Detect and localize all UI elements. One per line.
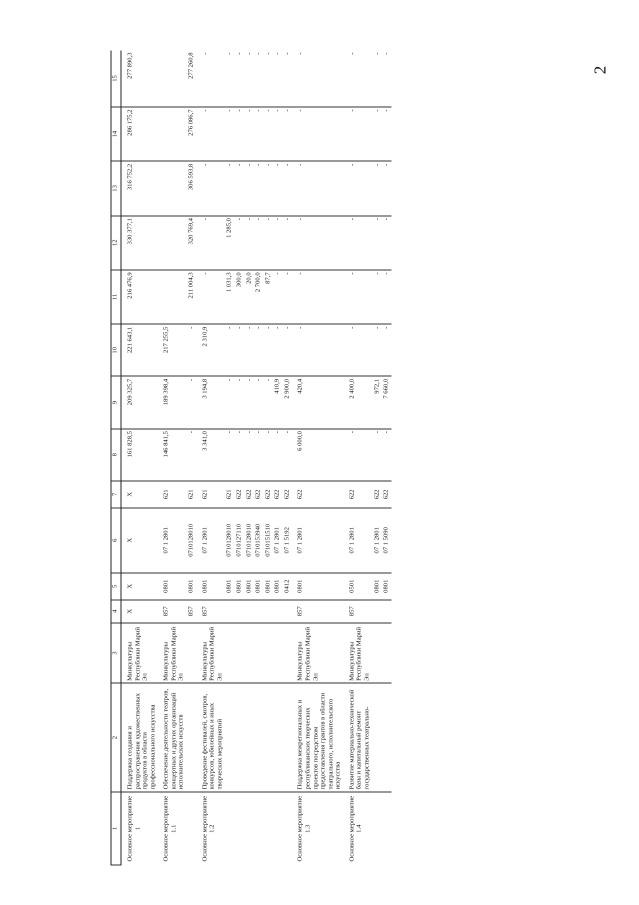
table-row bbox=[273, 51, 283, 866]
table-cell-col-4: 857 bbox=[196, 600, 225, 623]
table-cell-col-10: - bbox=[263, 324, 273, 376]
table-row bbox=[292, 51, 343, 866]
table-cell-col-12: - bbox=[196, 216, 225, 270]
table-cell-col-1 bbox=[382, 792, 392, 865]
table-cell-col-10: - bbox=[187, 324, 197, 376]
table-cell-col-10: - bbox=[292, 324, 343, 376]
table-cell-col-10: 217 255,5 bbox=[158, 324, 187, 376]
table-cell-col-11: 211 004,3 bbox=[187, 270, 197, 324]
table-cell-col-8: - bbox=[234, 429, 244, 481]
table-cell-col-13: - bbox=[382, 161, 392, 215]
table-cell-col-14: 286 175,2 bbox=[121, 107, 158, 161]
table-cell-col-8: - bbox=[382, 429, 392, 481]
budget-table bbox=[111, 51, 392, 866]
column-header-15: 15 bbox=[111, 51, 121, 107]
table-cell-col-1 bbox=[282, 792, 292, 865]
table-cell-col-1: Основное мероприятие 1.3 bbox=[296, 795, 312, 862]
table-cell-col-8: - bbox=[273, 429, 283, 481]
table-cell-col-11: 20,0 bbox=[244, 270, 254, 324]
table-cell-col-6: 07 1 2801 bbox=[273, 508, 283, 573]
table-cell-col-8: - bbox=[225, 429, 235, 481]
column-header-1: 1 bbox=[111, 792, 121, 865]
table-cell-col-10: - bbox=[254, 324, 264, 376]
table-cell-col-12: 320 769,4 bbox=[187, 216, 197, 270]
table-cell-col-4 bbox=[282, 600, 292, 623]
table-cell-col-14: - bbox=[282, 107, 292, 161]
table-cell-col-4 bbox=[254, 600, 264, 623]
table-cell-col-5: 0801 bbox=[225, 573, 235, 600]
table-cell-col-3 bbox=[244, 623, 254, 684]
table-cell-col-5: 0801 bbox=[244, 573, 254, 600]
table-cell-col-14: - bbox=[273, 107, 283, 161]
table-cell-col-9: - bbox=[263, 376, 273, 428]
table-row bbox=[196, 51, 225, 866]
table-cell-col-15: - bbox=[273, 51, 283, 107]
table-cell-col-2: Проведение фестивалей, смотров, конкурсов, юбилейных и иных творческих мероприятий bbox=[196, 683, 225, 792]
table-cell-col-4: X bbox=[121, 600, 158, 623]
table-cell-col-1 bbox=[254, 792, 264, 865]
column-header-6: 6 bbox=[111, 508, 121, 573]
page-number: 2 bbox=[590, 65, 610, 75]
column-header-10: 10 bbox=[111, 324, 121, 376]
table-cell-col-8: 3 341,0 bbox=[196, 429, 225, 481]
column-header-13: 13 bbox=[111, 161, 121, 215]
table-cell-col-2: Поддержка создания и распространения художественных продуктов в области профессионального искусства bbox=[121, 683, 158, 792]
table-cell-col-14: - bbox=[254, 107, 264, 161]
table-cell-col-5: 0801 bbox=[382, 573, 392, 600]
table-cell-col-10: - bbox=[234, 324, 244, 376]
table-cell-col-8: 6 000,0 bbox=[292, 429, 343, 481]
table-cell-col-11: 87,7 bbox=[263, 270, 273, 324]
table-cell-col-7: 621 bbox=[196, 481, 225, 508]
table-cell-col-12 bbox=[158, 216, 187, 270]
table-cell-col-13: - bbox=[282, 161, 292, 215]
table-cell-col-6: 0710151510 bbox=[263, 508, 273, 573]
table-cell-col-11: 216 476,9 bbox=[121, 270, 158, 324]
table-cell-col-4 bbox=[273, 600, 283, 623]
table-cell-col-2 bbox=[372, 683, 382, 792]
table-cell-col-8: - bbox=[263, 429, 273, 481]
table-cell-col-1 bbox=[225, 792, 235, 865]
table-cell-col-6: 0710128010 bbox=[187, 508, 197, 573]
table-cell-col-3: Минкультуры Республики Марий Эл bbox=[292, 623, 343, 684]
table-cell-col-13: 306 593,8 bbox=[187, 161, 197, 215]
table-row bbox=[187, 51, 197, 866]
table-cell-col-4 bbox=[372, 600, 382, 623]
table-cell-col-14: - bbox=[372, 107, 382, 161]
table-cell-col-13: - bbox=[292, 161, 343, 215]
table-cell-col-6: 07 1 5192 bbox=[282, 508, 292, 573]
table-row bbox=[234, 51, 244, 866]
table-cell-col-9: 3 194,8 bbox=[196, 376, 225, 428]
table-cell-col-15: - bbox=[263, 51, 273, 107]
table-cell-col-9: 2 400,0 bbox=[343, 376, 372, 428]
table-cell-col-5: 0801 bbox=[254, 573, 264, 600]
table-row bbox=[158, 51, 187, 866]
table-cell-col-4 bbox=[382, 600, 392, 623]
table-cell-col-9: - bbox=[254, 376, 264, 428]
table-cell-col-12: - bbox=[382, 216, 392, 270]
table-cell-col-15: - bbox=[282, 51, 292, 107]
table-row bbox=[382, 51, 392, 866]
table-cell-col-14: - bbox=[225, 107, 235, 161]
table-cell-col-15: - bbox=[234, 51, 244, 107]
table-cell-col-4: 857 bbox=[158, 600, 187, 623]
table-cell-col-3: Минкультуры Республики Марий Эл bbox=[158, 623, 187, 684]
table-cell-col-14: 276 086,7 bbox=[187, 107, 197, 161]
table-cell-col-2 bbox=[382, 683, 392, 792]
table-cell-col-15: - bbox=[254, 51, 264, 107]
table-cell-col-2 bbox=[225, 683, 235, 792]
table-cell-col-14: - bbox=[196, 107, 225, 161]
table-cell-col-14: - bbox=[244, 107, 254, 161]
table-cell-col-3 bbox=[273, 623, 283, 684]
table-cell-col-3 bbox=[372, 623, 382, 684]
table-cell-col-3 bbox=[187, 623, 197, 684]
table-cell-col-9: - bbox=[187, 376, 197, 428]
table-cell-col-6: 07 1 2801 bbox=[196, 508, 225, 573]
table-cell-col-10: - bbox=[372, 324, 382, 376]
table-cell-col-5: 0801 bbox=[158, 573, 187, 600]
table-cell-col-15: - bbox=[196, 51, 225, 107]
table-cell-col-12: - bbox=[244, 216, 254, 270]
table-cell-col-11: - bbox=[382, 270, 392, 324]
table-cell-col-6: 0710153940 bbox=[254, 508, 264, 573]
table-cell-col-7: 621 bbox=[225, 481, 235, 508]
table-row bbox=[282, 51, 292, 866]
table-cell-col-6: 07 1 5090 bbox=[382, 508, 392, 573]
table-cell-col-1 bbox=[273, 792, 283, 865]
table-cell-col-2 bbox=[273, 683, 283, 792]
table-cell-col-11: - bbox=[372, 270, 382, 324]
table-cell-col-9: 7 660,0 bbox=[382, 376, 392, 428]
table-cell-col-11: - bbox=[282, 270, 292, 324]
table-cell-col-7: 622 bbox=[244, 481, 254, 508]
table-cell-col-8: - bbox=[282, 429, 292, 481]
table-cell-col-3: Минкультуры Республики Марий Эл bbox=[196, 623, 225, 684]
table-cell-col-13: - bbox=[234, 161, 244, 215]
table-cell-col-4 bbox=[234, 600, 244, 623]
table-cell-col-4: 857 bbox=[343, 600, 372, 623]
table-cell-col-3 bbox=[382, 623, 392, 684]
table-cell-col-13: - bbox=[254, 161, 264, 215]
table-cell-col-9: - bbox=[244, 376, 254, 428]
table-row bbox=[225, 51, 235, 866]
table-cell-col-13: 316 752,2 bbox=[121, 161, 158, 215]
table-cell-col-5: 0801 bbox=[372, 573, 382, 600]
table-cell-col-2: Развитие материально-технической базы и капитальный ремонт государственных театрально- bbox=[343, 683, 372, 792]
table-row bbox=[121, 51, 158, 866]
table-cell-col-5: 0501 bbox=[343, 573, 372, 600]
table-cell-col-12: - bbox=[372, 216, 382, 270]
table-cell-col-3: Минкультуры Республики Марий Эл bbox=[343, 623, 372, 684]
table-cell-col-12: - bbox=[343, 216, 372, 270]
table-cell-col-7: 622 bbox=[234, 481, 244, 508]
table-cell-col-2 bbox=[282, 683, 292, 792]
table-cell-col-4: 857 bbox=[292, 600, 343, 623]
table-cell-col-7: 621 bbox=[158, 481, 187, 508]
table-cell-col-15: - bbox=[343, 51, 372, 107]
table-row bbox=[244, 51, 254, 866]
table-cell-col-5: 0801 bbox=[196, 573, 225, 600]
table-cell-col-5: 0801 bbox=[273, 573, 283, 600]
table-cell-col-5: 0412 bbox=[282, 573, 292, 600]
table-cell-col-7: X bbox=[121, 481, 158, 508]
table-cell-col-4 bbox=[263, 600, 273, 623]
table-cell-col-6: 07 1 2801 bbox=[158, 508, 187, 573]
table-row bbox=[263, 51, 273, 866]
table-cell-col-1 bbox=[187, 792, 197, 865]
table-cell-col-14 bbox=[158, 107, 187, 161]
table-cell-col-6: 07 1 2801 bbox=[372, 508, 382, 573]
table-cell-col-8: - bbox=[343, 429, 372, 481]
table-cell-col-3 bbox=[254, 623, 264, 684]
table-cell-col-11 bbox=[158, 270, 187, 324]
column-header-4: 4 bbox=[111, 600, 121, 623]
table-cell-col-1: Основное мероприятие 1 bbox=[126, 795, 142, 862]
table-cell-col-8: - bbox=[372, 429, 382, 481]
table-cell-col-14: - bbox=[234, 107, 244, 161]
table-cell-col-10: - bbox=[225, 324, 235, 376]
table-row bbox=[372, 51, 382, 866]
table-cell-col-13 bbox=[158, 161, 187, 215]
table-cell-col-13: - bbox=[273, 161, 283, 215]
table-cell-col-11: 2 700,0 bbox=[254, 270, 264, 324]
table-cell-col-12: - bbox=[292, 216, 343, 270]
table-cell-col-6: 07 1 2801 bbox=[292, 508, 343, 573]
table-cell-col-2 bbox=[244, 683, 254, 792]
table-cell-col-15: - bbox=[292, 51, 343, 107]
table-cell-col-15: 277 890,3 bbox=[121, 51, 158, 107]
table-cell-col-1 bbox=[372, 792, 382, 865]
table-cell-col-12: - bbox=[234, 216, 244, 270]
table-cell-col-5: 0801 bbox=[234, 573, 244, 600]
column-header-8: 8 bbox=[111, 429, 121, 481]
table-cell-col-8: 146 841,5 bbox=[158, 429, 187, 481]
table-cell-col-9: 410,9 bbox=[273, 376, 283, 428]
table-cell-col-8: 161 828,5 bbox=[121, 429, 158, 481]
table-cell-col-7: 622 bbox=[382, 481, 392, 508]
table-cell-col-12: - bbox=[273, 216, 283, 270]
table-cell-col-2 bbox=[187, 683, 197, 792]
table-cell-col-13: - bbox=[263, 161, 273, 215]
table-cell-col-14: - bbox=[263, 107, 273, 161]
table-cell-col-12: - bbox=[282, 216, 292, 270]
table-cell-col-15 bbox=[158, 51, 187, 107]
table-cell-col-10: - bbox=[244, 324, 254, 376]
table-cell-col-7: 622 bbox=[292, 481, 343, 508]
table-cell-col-7: 622 bbox=[372, 481, 382, 508]
table-cell-col-1: Основное мероприятие 1.1 bbox=[162, 795, 178, 862]
table-cell-col-5: 0801 bbox=[292, 573, 343, 600]
table-row bbox=[343, 51, 372, 866]
table-cell-col-12: 1 285,0 bbox=[225, 216, 235, 270]
table-cell-col-12: - bbox=[263, 216, 273, 270]
table-cell-col-14: - bbox=[343, 107, 372, 161]
table-cell-col-1 bbox=[263, 792, 273, 865]
table-cell-col-6: 0710128010 bbox=[225, 508, 235, 573]
table-cell-col-10: - bbox=[382, 324, 392, 376]
table-cell-col-9: 972,1 bbox=[372, 376, 382, 428]
table-cell-col-9: 189 398,4 bbox=[158, 376, 187, 428]
table-cell-col-3 bbox=[225, 623, 235, 684]
table-cell-col-11: 300,0 bbox=[234, 270, 244, 324]
table-cell-col-1: Основное мероприятие 1.2 bbox=[201, 795, 216, 862]
table-cell-col-8: - bbox=[254, 429, 264, 481]
table-cell-col-2 bbox=[234, 683, 244, 792]
table-cell-col-1 bbox=[234, 792, 244, 865]
table-cell-col-2: Поддержка межрегиональных и республиканских творческих проектов посредством предоставления грантов в области театрального, исполнительского искусства bbox=[292, 683, 343, 792]
table-cell-col-15: - bbox=[225, 51, 235, 107]
table-cell-col-11: - bbox=[292, 270, 343, 324]
table-cell-col-7: 622 bbox=[343, 481, 372, 508]
table-cell-col-3 bbox=[234, 623, 244, 684]
table-cell-col-11: - bbox=[196, 270, 225, 324]
column-header-11: 11 bbox=[111, 270, 121, 324]
table-cell-col-13: - bbox=[372, 161, 382, 215]
column-header-12: 12 bbox=[111, 216, 121, 270]
table-cell-col-7: 621 bbox=[187, 481, 197, 508]
table-cell-col-6: 07 1 2801 bbox=[343, 508, 372, 573]
table-cell-col-9: - bbox=[234, 376, 244, 428]
table-cell-col-4 bbox=[244, 600, 254, 623]
table-cell-col-3 bbox=[263, 623, 273, 684]
table-cell-col-3 bbox=[282, 623, 292, 684]
table-cell-col-10: - bbox=[273, 324, 283, 376]
table-cell-col-15: - bbox=[244, 51, 254, 107]
table-cell-col-2 bbox=[263, 683, 273, 792]
table-cell-col-5: 0801 bbox=[263, 573, 273, 600]
table-header-row bbox=[111, 51, 121, 866]
column-header-7: 7 bbox=[111, 481, 121, 508]
table-cell-col-4 bbox=[225, 600, 235, 623]
table-cell-col-15: 277 260,8 bbox=[187, 51, 197, 107]
column-header-3: 3 bbox=[111, 623, 121, 684]
table-cell-col-5: X bbox=[121, 573, 158, 600]
table-cell-col-10: - bbox=[282, 324, 292, 376]
table-cell-col-7: 622 bbox=[254, 481, 264, 508]
table-cell-col-12: 330 377,1 bbox=[121, 216, 158, 270]
table-cell-col-13: - bbox=[244, 161, 254, 215]
table-cell-col-14: - bbox=[382, 107, 392, 161]
table-cell-col-2 bbox=[254, 683, 264, 792]
table-body bbox=[121, 51, 391, 866]
table-cell-col-10: 221 643,1 bbox=[121, 324, 158, 376]
table-cell-col-6: 0710127110 bbox=[234, 508, 244, 573]
table-row bbox=[254, 51, 264, 866]
column-header-14: 14 bbox=[111, 107, 121, 161]
table-cell-col-13: - bbox=[196, 161, 225, 215]
column-header-9: 9 bbox=[111, 376, 121, 428]
table-cell-col-13: - bbox=[225, 161, 235, 215]
table-cell-col-5: 0801 bbox=[187, 573, 197, 600]
table-cell-col-9: 209 325,7 bbox=[121, 376, 158, 428]
table-cell-col-2: Обеспечение деятельности театров, концертных и других организаций исполнительских искусств bbox=[158, 683, 187, 792]
table-cell-col-3: Минкультуры Республики Марий Эл bbox=[121, 623, 158, 684]
column-header-5: 5 bbox=[111, 573, 121, 600]
table-cell-col-14: - bbox=[292, 107, 343, 161]
table-cell-col-1 bbox=[244, 792, 254, 865]
table-cell-col-1: Основное мероприятие 1.4 bbox=[348, 795, 363, 862]
table-cell-col-6: 0710128010 bbox=[244, 508, 254, 573]
table-cell-col-7: 622 bbox=[282, 481, 292, 508]
table-cell-col-8: - bbox=[244, 429, 254, 481]
table-cell-col-10: 2 310,9 bbox=[196, 324, 225, 376]
table-cell-col-11: - bbox=[343, 270, 372, 324]
table-cell-col-11: - bbox=[273, 270, 283, 324]
column-header-2: 2 bbox=[111, 683, 121, 792]
table-cell-col-13: - bbox=[343, 161, 372, 215]
table-cell-col-9: - bbox=[225, 376, 235, 428]
table-cell-col-12: - bbox=[254, 216, 264, 270]
rotated-table-container bbox=[111, 51, 581, 866]
table-cell-col-15: - bbox=[382, 51, 392, 107]
table-cell-col-8: - bbox=[187, 429, 197, 481]
table-cell-col-4: 857 bbox=[187, 600, 197, 623]
table-cell-col-6: X bbox=[121, 508, 158, 573]
table-cell-col-15: - bbox=[372, 51, 382, 107]
table-cell-col-7: 622 bbox=[273, 481, 283, 508]
table-cell-col-9: 2 900,0 bbox=[282, 376, 292, 428]
table-cell-col-11: 1 031,3 bbox=[225, 270, 235, 324]
table-cell-col-7: 622 bbox=[263, 481, 273, 508]
table-cell-col-9: 420,4 bbox=[292, 376, 343, 428]
table-cell-col-10: - bbox=[343, 324, 372, 376]
